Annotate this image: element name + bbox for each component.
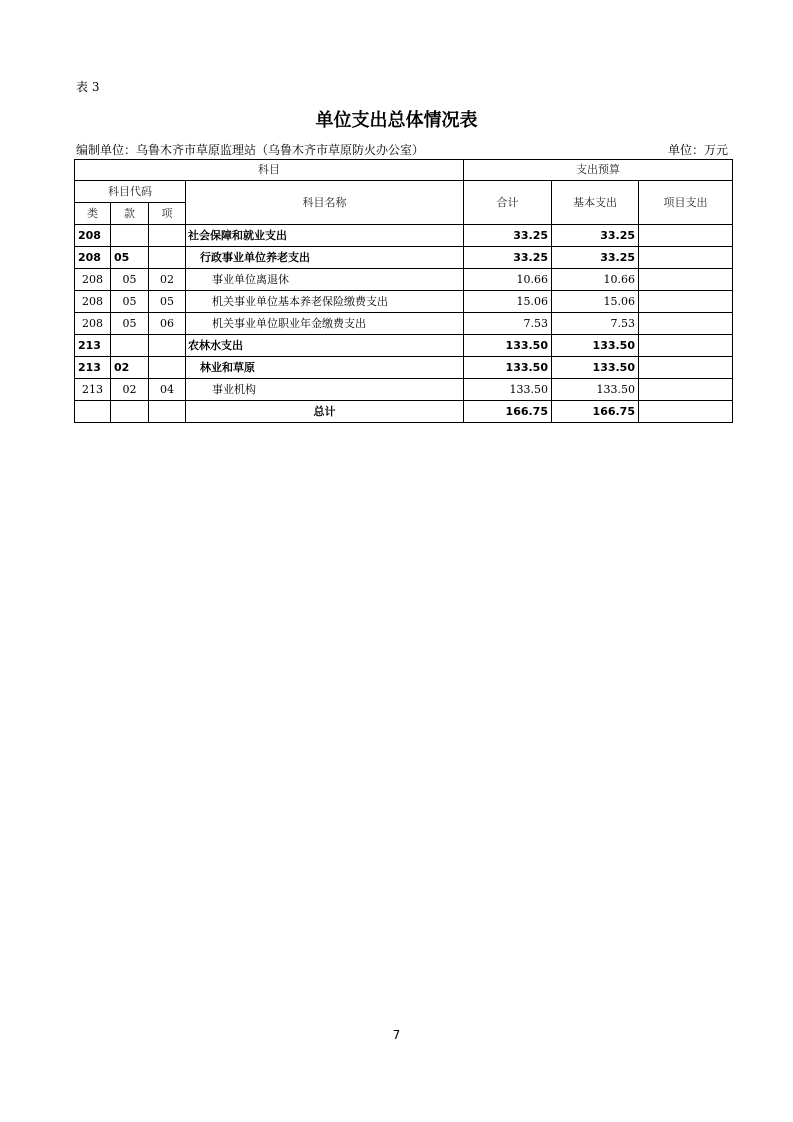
name-cell: 事业单位离退休 [186,269,464,291]
name-cell: 机关事业单位基本养老保险缴费支出 [186,291,464,313]
xiang-cell [149,225,186,247]
name-cell: 行政事业单位养老支出 [186,247,464,269]
total-cell: 7.53 [464,313,552,335]
name-cell: 社会保障和就业支出 [186,225,464,247]
basic-cell: 7.53 [552,313,639,335]
xiang-cell: 06 [149,313,186,335]
xiang-cell: 02 [149,269,186,291]
compiling-unit: 编制单位：乌鲁木齐市草原监理站（乌鲁木齐市草原防火办公室） [76,143,425,157]
table-row [75,225,733,247]
table-row [75,269,733,291]
xiang-cell: 05 [149,291,186,313]
project-cell [639,247,733,269]
total-cell: 15.06 [464,291,552,313]
total-cell: 10.66 [464,269,552,291]
name-cell: 林业和草原 [186,357,464,379]
page-number: 7 [392,1028,401,1042]
expenditure-table [74,159,733,423]
table-number-label: 表 3 [76,80,100,94]
lei-cell: 213 [75,335,111,357]
project-cell [639,335,733,357]
meta-row [76,141,732,159]
xiang-cell [149,335,186,357]
project-cell [639,379,733,401]
name-cell: 事业机构 [186,379,464,401]
kuan-cell [111,225,149,247]
basic-cell: 33.25 [552,247,639,269]
project-header: 项目支出 [639,181,733,225]
table-row [75,247,733,269]
currency-unit: 单位：万元 [667,143,728,157]
lei-cell: 208 [75,313,111,335]
basic-cell: 133.50 [552,335,639,357]
basic-cell: 15.06 [552,291,639,313]
lei-cell [75,401,111,423]
kuan-cell: 05 [111,247,149,269]
kuan-cell: 05 [111,313,149,335]
xiang-cell [149,247,186,269]
total-cell: 33.25 [464,247,552,269]
total-label: 总计 [186,401,464,423]
table-row [75,379,733,401]
kuan-cell [111,401,149,423]
total-cell: 133.50 [464,357,552,379]
grand-basic-cell: 166.75 [552,401,639,423]
total-cell: 133.50 [464,335,552,357]
header-row-2 [75,181,733,203]
total-row [75,401,733,423]
project-cell [639,225,733,247]
xiang-header: 项 [149,203,186,225]
name-header: 科目名称 [186,181,464,225]
name-cell: 机关事业单位职业年金缴费支出 [186,313,464,335]
header-row-1 [75,160,733,181]
project-cell [639,269,733,291]
project-cell [639,313,733,335]
lei-cell: 208 [75,247,111,269]
lei-header: 类 [75,203,111,225]
lei-cell: 213 [75,357,111,379]
table-row [75,357,733,379]
total-header: 合计 [464,181,552,225]
budget-header: 支出预算 [464,160,733,181]
basic-cell: 133.50 [552,357,639,379]
basic-cell: 33.25 [552,225,639,247]
name-cell: 农林水支出 [186,335,464,357]
page-title: 单位支出总体情况表 [315,110,478,131]
subject-header: 科目 [75,160,464,181]
total-cell: 133.50 [464,379,552,401]
lei-cell: 208 [75,291,111,313]
kuan-cell: 05 [111,291,149,313]
basic-cell: 10.66 [552,269,639,291]
table-row [75,291,733,313]
kuan-cell [111,335,149,357]
project-cell [639,357,733,379]
grand-project-cell [639,401,733,423]
lei-cell: 213 [75,379,111,401]
kuan-cell: 02 [111,357,149,379]
kuan-cell: 02 [111,379,149,401]
project-cell [639,291,733,313]
grand-total-cell: 166.75 [464,401,552,423]
lei-cell: 208 [75,225,111,247]
total-cell: 33.25 [464,225,552,247]
xiang-cell: 04 [149,379,186,401]
xiang-cell [149,357,186,379]
xiang-cell [149,401,186,423]
kuan-cell: 05 [111,269,149,291]
table-row [75,313,733,335]
lei-cell: 208 [75,269,111,291]
basic-cell: 133.50 [552,379,639,401]
code-header: 科目代码 [75,181,186,203]
table-row [75,335,733,357]
basic-header: 基本支出 [552,181,639,225]
kuan-header: 款 [111,203,149,225]
